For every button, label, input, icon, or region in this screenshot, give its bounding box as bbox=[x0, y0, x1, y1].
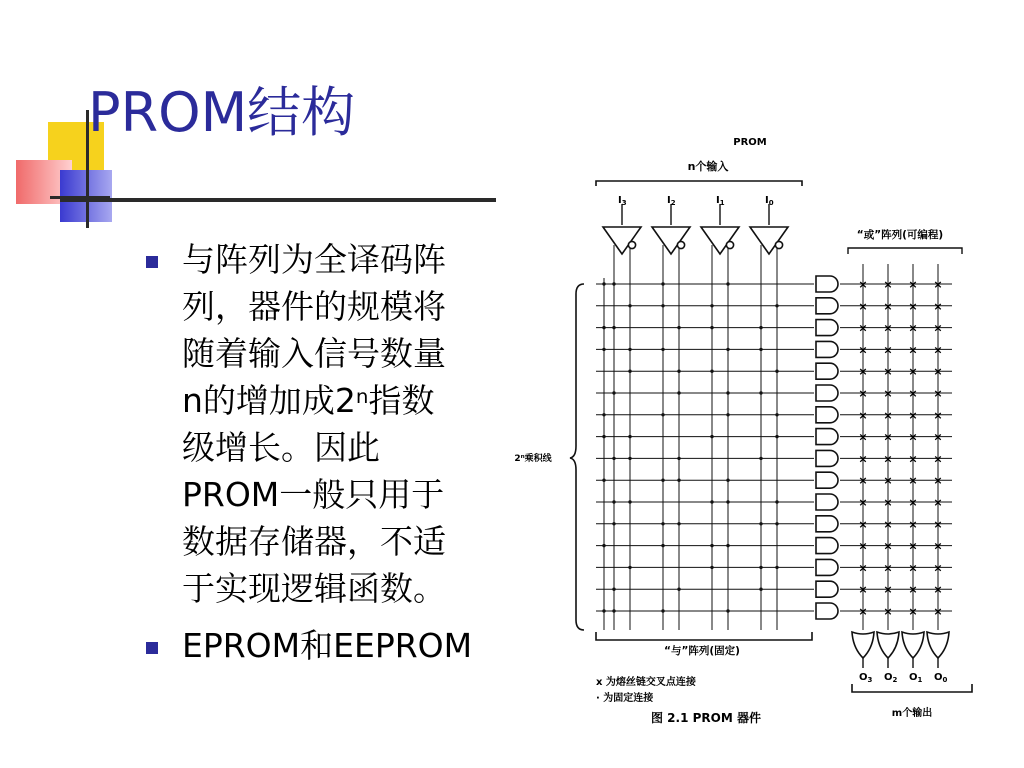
fuse-mark: × bbox=[933, 605, 943, 618]
fixed-connection-dot bbox=[612, 609, 615, 612]
fuse-mark: × bbox=[933, 583, 943, 597]
gates bbox=[603, 227, 949, 658]
fuse-mark: × bbox=[858, 321, 868, 335]
input-brace-label: n个输入 bbox=[687, 160, 729, 173]
fuse-mark: × bbox=[933, 343, 943, 357]
input-label: $I_2$ bbox=[667, 195, 676, 207]
bullet-line: 随着输入信号数量 bbox=[182, 334, 446, 373]
fixed-connection-dot bbox=[661, 348, 664, 351]
fuse-mark: × bbox=[883, 474, 893, 488]
fixed-connection-dot bbox=[602, 282, 605, 285]
bullet-text: n的增加成2 bbox=[182, 381, 356, 420]
bullet-line: 与阵列为全译码阵 bbox=[182, 240, 446, 279]
or-gate-icon bbox=[902, 632, 924, 658]
fixed-connection-dot bbox=[612, 457, 615, 460]
fuse-mark: × bbox=[933, 430, 943, 444]
fuse-mark: × bbox=[883, 321, 893, 335]
and-array-grid bbox=[596, 204, 952, 668]
fixed-connection-dot bbox=[677, 370, 680, 373]
fixed-connection-dot bbox=[775, 500, 778, 503]
bullet-line: 列，器件的规模将 bbox=[182, 287, 446, 326]
output-label: $O_0$ bbox=[934, 672, 948, 684]
fixed-connection-dot bbox=[612, 282, 615, 285]
fixed-connection-dot bbox=[726, 500, 729, 503]
fuse-mark: × bbox=[933, 408, 943, 422]
input-buffer-icon bbox=[750, 227, 788, 254]
bullet-text: 指数 bbox=[368, 381, 435, 420]
or-gate-icon bbox=[927, 632, 949, 658]
fuse-mark: × bbox=[858, 583, 868, 597]
fixed-connection-dot bbox=[628, 435, 631, 438]
bullet-item-1 bbox=[142, 236, 502, 612]
fuse-mark: × bbox=[883, 561, 893, 575]
fuse-mark: × bbox=[858, 278, 868, 291]
fuse-mark: × bbox=[858, 452, 868, 466]
figure-caption: 图 2.1 PROM 器件 bbox=[651, 711, 761, 725]
output-brace bbox=[852, 684, 972, 692]
fixed-connection-dot bbox=[677, 457, 680, 460]
fuse-mark: × bbox=[908, 278, 918, 291]
fuse-mark: × bbox=[933, 278, 943, 291]
fixed-connection-dot bbox=[602, 326, 605, 329]
fixed-connection-dot bbox=[726, 348, 729, 351]
fuse-mark: × bbox=[908, 539, 918, 553]
bullet-line: 数据存储器，不适 bbox=[182, 522, 446, 561]
fixed-connection-dot bbox=[775, 522, 778, 525]
fuse-mark: × bbox=[883, 452, 893, 466]
and-gate-icon bbox=[816, 341, 838, 357]
fixed-connection-dot bbox=[677, 391, 680, 394]
fixed-connection-dot bbox=[775, 566, 778, 569]
legend-fixed: · 为固定连接 bbox=[596, 693, 654, 704]
prom-diagram bbox=[500, 128, 1000, 738]
slide-title: PROM结构 bbox=[88, 81, 356, 144]
fuse-mark: × bbox=[883, 408, 893, 422]
fuse-mark: × bbox=[908, 299, 918, 313]
fixed-connection-dot bbox=[726, 282, 729, 285]
fuse-mark: × bbox=[908, 321, 918, 335]
input-label: $I_3$ bbox=[618, 195, 627, 207]
and-array-brace bbox=[596, 632, 812, 640]
fuse-mark: × bbox=[933, 496, 943, 509]
legend-fuse: x 为熔丝链交叉点连接 bbox=[596, 677, 696, 688]
or-gate-icon bbox=[877, 632, 899, 658]
fixed-connection-dot bbox=[759, 391, 762, 394]
fixed-connection-dot bbox=[661, 522, 664, 525]
fuse-mark: × bbox=[933, 474, 943, 488]
fixed-connection-dot bbox=[775, 435, 778, 438]
fixed-connection-dot bbox=[775, 413, 778, 416]
fixed-connection-dot bbox=[726, 479, 729, 482]
fixed-connection-dot bbox=[710, 544, 713, 547]
product-lines-brace bbox=[570, 284, 584, 630]
fuse-mark: × bbox=[908, 430, 918, 444]
fuse-mark: × bbox=[883, 430, 893, 444]
fuse-mark: × bbox=[933, 387, 943, 400]
fuse-mark: × bbox=[908, 365, 918, 379]
fixed-connection-dot bbox=[775, 304, 778, 307]
exponent: n bbox=[355, 385, 369, 408]
fuse-mark: × bbox=[933, 517, 943, 531]
fuse-mark: × bbox=[858, 496, 868, 509]
fuse-mark: × bbox=[908, 408, 918, 422]
fixed-connection-dot bbox=[628, 348, 631, 351]
fixed-connection-dot bbox=[775, 370, 778, 373]
fixed-connection-dot bbox=[726, 544, 729, 547]
bullet-line: 于实现逻辑函数。 bbox=[182, 569, 446, 608]
output-label: $O_2$ bbox=[884, 672, 898, 684]
and-gate-icon bbox=[816, 363, 838, 379]
fixed-connection-dot bbox=[710, 370, 713, 373]
fixed-connection-dot bbox=[612, 326, 615, 329]
or-array-brace bbox=[848, 248, 962, 254]
fuse-mark: × bbox=[883, 539, 893, 553]
fuse-mark: × bbox=[858, 517, 868, 531]
fuse-mark: × bbox=[933, 452, 943, 466]
and-gate-icon bbox=[816, 429, 838, 445]
fuse-mark: × bbox=[858, 430, 868, 444]
product-lines-label: 2ⁿ乘积线 bbox=[514, 454, 552, 464]
fixed-connection-dot bbox=[612, 588, 615, 591]
inverter-bubble-icon bbox=[677, 241, 684, 248]
fixed-connection-dot bbox=[628, 304, 631, 307]
fixed-connection-dot bbox=[661, 304, 664, 307]
and-gate-icon bbox=[816, 385, 838, 401]
fuse-mark: × bbox=[858, 343, 868, 357]
fuse-mark: × bbox=[858, 387, 868, 400]
and-gate-icon bbox=[816, 559, 838, 575]
inverter-bubble-icon bbox=[775, 241, 782, 248]
fixed-connection-dot bbox=[710, 435, 713, 438]
fuse-mark: × bbox=[908, 474, 918, 488]
fixed-connection-dot bbox=[661, 282, 664, 285]
fixed-connection-dot bbox=[628, 457, 631, 460]
output-label: $O_1$ bbox=[909, 672, 923, 684]
figure-header: PROM bbox=[733, 137, 767, 148]
fixed-connection-dot bbox=[602, 479, 605, 482]
fuse-mark: × bbox=[858, 605, 868, 618]
title-underline bbox=[60, 198, 496, 202]
and-gate-icon bbox=[816, 320, 838, 336]
fuse-mark: × bbox=[858, 408, 868, 422]
and-gate-icon bbox=[816, 538, 838, 554]
bullet-line: 级增长。因此 bbox=[182, 428, 380, 467]
and-gate-icon bbox=[816, 516, 838, 532]
fixed-connection-dot bbox=[759, 588, 762, 591]
fuse-mark: × bbox=[908, 561, 918, 575]
fixed-connection-dot bbox=[602, 435, 605, 438]
fuse-mark: × bbox=[908, 496, 918, 509]
fixed-connection-dot bbox=[602, 413, 605, 416]
or-gate-icon bbox=[852, 632, 874, 658]
fixed-connection-dot bbox=[677, 326, 680, 329]
and-gate-icon bbox=[816, 581, 838, 597]
fixed-connection-dot bbox=[602, 544, 605, 547]
fuse-mark: × bbox=[933, 539, 943, 553]
fixed-connection-dot bbox=[726, 413, 729, 416]
fuse-mark: × bbox=[933, 299, 943, 313]
fixed-connection-dot bbox=[628, 566, 631, 569]
input-labels bbox=[618, 195, 774, 207]
fixed-connection-dot bbox=[628, 500, 631, 503]
bullet-line-with-exponent bbox=[182, 377, 502, 424]
and-gate-icon bbox=[816, 450, 838, 466]
fixed-connection-dot bbox=[726, 391, 729, 394]
fuse-mark: × bbox=[883, 365, 893, 379]
and-gate-icon bbox=[816, 407, 838, 423]
fuse-mark: × bbox=[933, 321, 943, 335]
fixed-connection-dot bbox=[661, 479, 664, 482]
fixed-connection-dot bbox=[602, 348, 605, 351]
and-gate-icon bbox=[816, 603, 838, 619]
and-array-label: “与”阵列(固定) bbox=[664, 645, 740, 657]
fuse-mark: × bbox=[883, 343, 893, 357]
fuse-mark: × bbox=[933, 561, 943, 575]
fuse-mark: × bbox=[908, 452, 918, 466]
bullet-line: PROM一般只用于 bbox=[182, 475, 445, 514]
fixed-connection-dot bbox=[677, 522, 680, 525]
or-array-label: “或”阵列(可编程) bbox=[856, 229, 944, 241]
output-label: $O_3$ bbox=[859, 672, 873, 684]
fuse-mark: × bbox=[883, 583, 893, 597]
fixed-connection-dot bbox=[612, 391, 615, 394]
fuse-mark: × bbox=[858, 365, 868, 379]
input-label: $I_1$ bbox=[716, 195, 725, 207]
inverter-bubble-icon bbox=[628, 241, 635, 248]
fuse-mark: × bbox=[883, 387, 893, 400]
input-buffer-icon bbox=[603, 227, 641, 254]
fixed-connection-dot bbox=[759, 457, 762, 460]
fixed-connection-dot bbox=[759, 522, 762, 525]
bullet-line: EPROM和EEPROM bbox=[182, 626, 473, 665]
fuse-mark: × bbox=[883, 278, 893, 291]
fixed-connection-dot bbox=[661, 544, 664, 547]
and-gate-icon bbox=[816, 494, 838, 510]
fixed-connection-dot bbox=[602, 609, 605, 612]
bullet-square-icon bbox=[146, 642, 158, 654]
fixed-connection-dot bbox=[661, 609, 664, 612]
fuse-mark: × bbox=[908, 343, 918, 357]
fixed-connection-dot bbox=[710, 304, 713, 307]
fixed-connection-dot bbox=[628, 370, 631, 373]
fixed-connection-dot bbox=[677, 588, 680, 591]
output-labels bbox=[859, 672, 948, 684]
fuse-mark: × bbox=[883, 496, 893, 509]
bullet-list bbox=[142, 236, 502, 669]
fuse-mark: × bbox=[883, 517, 893, 531]
input-label: $I_0$ bbox=[765, 195, 774, 207]
bullet-item-2 bbox=[142, 622, 502, 669]
fixed-connection-dot bbox=[726, 609, 729, 612]
fuse-mark: × bbox=[858, 299, 868, 313]
fuse-mark: × bbox=[933, 365, 943, 379]
fuse-mark: × bbox=[908, 387, 918, 400]
input-brace bbox=[596, 181, 802, 186]
fixed-connection-dot bbox=[710, 500, 713, 503]
fixed-connection-dot bbox=[661, 413, 664, 416]
fuse-mark: × bbox=[908, 583, 918, 597]
and-gate-icon bbox=[816, 276, 838, 292]
fuse-mark: × bbox=[883, 605, 893, 618]
fuse-mark: × bbox=[908, 517, 918, 531]
input-buffer-icon bbox=[652, 227, 690, 254]
fixed-connection-dot bbox=[759, 326, 762, 329]
fuse-mark: × bbox=[883, 299, 893, 313]
fuse-mark: × bbox=[858, 561, 868, 575]
and-gate-icon bbox=[816, 472, 838, 488]
fuse-mark: × bbox=[858, 474, 868, 488]
fixed-connection-dot bbox=[710, 326, 713, 329]
fuse-mark: × bbox=[858, 539, 868, 553]
inverter-bubble-icon bbox=[726, 241, 733, 248]
fixed-connection-dot bbox=[612, 522, 615, 525]
output-brace-label: m个输出 bbox=[891, 708, 933, 719]
fixed-connection-dot bbox=[677, 479, 680, 482]
fixed-connection-dot bbox=[759, 566, 762, 569]
fixed-connection-dot bbox=[612, 500, 615, 503]
fixed-connection-dot bbox=[710, 566, 713, 569]
fuse-mark: × bbox=[908, 605, 918, 618]
bullet-square-icon bbox=[146, 256, 158, 268]
input-buffer-icon bbox=[701, 227, 739, 254]
and-gate-icon bbox=[816, 298, 838, 314]
fixed-connection-dot bbox=[759, 348, 762, 351]
